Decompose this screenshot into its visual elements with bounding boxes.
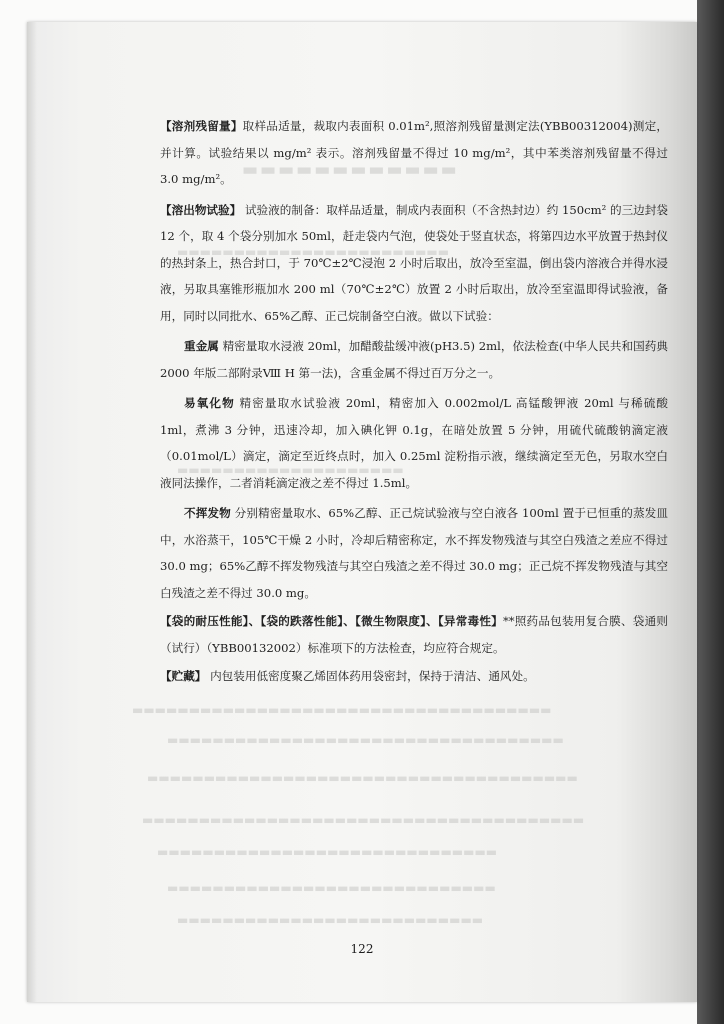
- heading-oxidizables: 易氧化物: [184, 396, 235, 410]
- main-text: [160, 113, 668, 690]
- page-fold-shadow: [27, 22, 37, 1002]
- paragraph-leachables: [160, 197, 668, 330]
- body-heavy-metals: 精密量取水浸液 20ml，加醋酸盐缓冲液(pH3.5) 2ml，依法检查(中华人民共和国药典 2000 年版二部附录Ⅷ H 第一法)，含重金属不得过百万分之一。: [160, 339, 668, 380]
- show-through-artifact: ▬▬▬▬▬▬▬▬▬▬▬▬▬▬▬▬▬▬▬▬▬▬▬▬▬▬▬▬▬▬▬▬▬▬▬▬▬: [132, 703, 552, 717]
- heading-leachables: 【溶出物试验】: [160, 202, 242, 217]
- show-through-artifact: ▬▬▬▬▬▬▬▬▬▬▬▬▬▬▬▬▬▬▬▬▬▬▬▬▬▬▬▬▬▬▬▬▬▬▬: [167, 733, 564, 747]
- show-through-artifact: ▬▬▬▬▬▬▬▬▬▬▬▬▬▬▬▬▬▬▬▬▬▬▬▬▬▬▬▬▬▬▬▬▬▬▬▬▬▬: [147, 771, 578, 785]
- show-through-artifact: ▬▬▬▬▬▬▬▬▬▬▬▬▬▬▬▬▬▬▬▬▬▬▬▬▬▬▬▬▬▬▬▬▬▬▬▬▬▬▬: [142, 813, 585, 827]
- paragraph-bag-tests: [160, 608, 668, 661]
- paragraph-oxidizables: [160, 390, 668, 496]
- show-through-artifact: ▬▬▬▬▬▬▬▬▬▬▬▬▬▬▬▬▬▬▬▬▬▬▬▬▬▬▬▬▬: [167, 881, 496, 895]
- paragraph-solvent-residue: [160, 113, 668, 193]
- show-through-artifact: ▬▬▬▬▬▬▬▬▬▬▬▬▬▬▬▬▬▬▬▬▬▬▬▬: [177, 245, 450, 259]
- body-storage: 内包装用低密度聚乙烯固体药用袋密封，保持于清洁、通风处。: [206, 669, 535, 683]
- paragraph-storage: [160, 663, 668, 690]
- body-oxidizables: 精密量取水试验液 20ml，精密加入 0.002mol/L 高锰酸钾液 20ml 与稀硫酸 1ml，煮沸 3 分钟，迅速冷却，加入碘化钾 0.1g，在暗处放置 5 分钟，用硫代硫酸钠滴定液（0.01mol/L）滴定，滴定至近终点时，加入 0.25ml 淀粉指示液，继续滴定至无色，另取水空白液同法操作，二者消耗滴定液之差不得过 1.5ml。: [160, 396, 668, 490]
- show-through-artifact: ▬▬▬▬▬▬▬▬▬▬▬▬: [242, 160, 459, 180]
- book-spine-shadow: [697, 0, 724, 1024]
- body-solvent-residue: 取样品适量，裁取内表面积 0.01m²,照溶剂残留量测定法(YBB00312004)测定，并计算。试验结果以 mg/m² 表示。溶剂残留量不得过 10 mg/m²，其中苯类溶剂残留量不得过 3.0 mg/m²。: [160, 119, 668, 186]
- page-number: 122: [350, 942, 374, 956]
- heading-storage: 【贮藏】: [160, 669, 207, 683]
- body-bag-tests: **照药品包装用复合膜、袋通则（试行）（YBB00132002）标准项下的方法检查，均应符合规定。: [160, 614, 668, 655]
- show-through-artifact: ▬▬▬▬▬▬▬▬▬▬▬▬▬▬▬▬▬▬▬▬: [177, 463, 404, 477]
- heading-solvent-residue: 【溶剂残留量】: [160, 119, 243, 133]
- heading-non-volatiles: 不挥发物: [184, 506, 231, 520]
- show-through-artifact: ▬▬▬▬▬▬▬▬▬▬▬▬▬▬▬▬▬▬▬▬▬▬▬▬▬▬▬▬▬▬: [157, 845, 498, 859]
- paragraph-non-volatiles: [160, 500, 668, 606]
- document-page: [27, 22, 697, 1002]
- heading-heavy-metals: 重金属: [184, 339, 219, 353]
- paragraph-heavy-metals: [160, 333, 668, 386]
- body-leachables: 试验液的制备：取样品适量，制成内表面积（不含热封边）约 150cm² 的三边封袋 12 个，取 4 个袋分别加水 50ml，赶走袋内气泡，使袋处于竖直状态，将第四边水平放置于热封仪的热封条上，热合封口，于 70℃±2℃浸泡 2 小时后取出，放冷至室温，倒出袋内溶液合并得水浸液，另取具塞锥形瓶加水 200 ml（70℃±2℃）放置 2 小时后取出，放冷至室温即得试验液，备用，同时以同批水、65%乙醇、正己烷制备空白液。做以下试验：: [160, 202, 668, 323]
- show-through-artifact: ▬▬▬▬▬▬▬▬▬▬▬▬▬▬▬▬▬▬▬▬▬▬▬▬▬▬▬: [177, 913, 484, 927]
- heading-bag-tests: 【袋的耐压性能】、【袋的跌落性能】、【微生物限度】、【异常毒性】: [160, 614, 503, 628]
- body-non-volatiles: 分别精密量取水、65%乙醇、正己烷试验液与空白液各 100ml 置于已恒重的蒸发皿中，水浴蒸干，105℃干燥 2 小时，冷却后精密称定，水不挥发物残渣与其空白残渣之差应不得过 30.0 mg；65%乙醇不挥发物残渣与其空白残渣之差不得过 30.0 mg；正己烷不挥发物残渣与其空白残渣之差不得过 30.0 mg。: [160, 506, 668, 600]
